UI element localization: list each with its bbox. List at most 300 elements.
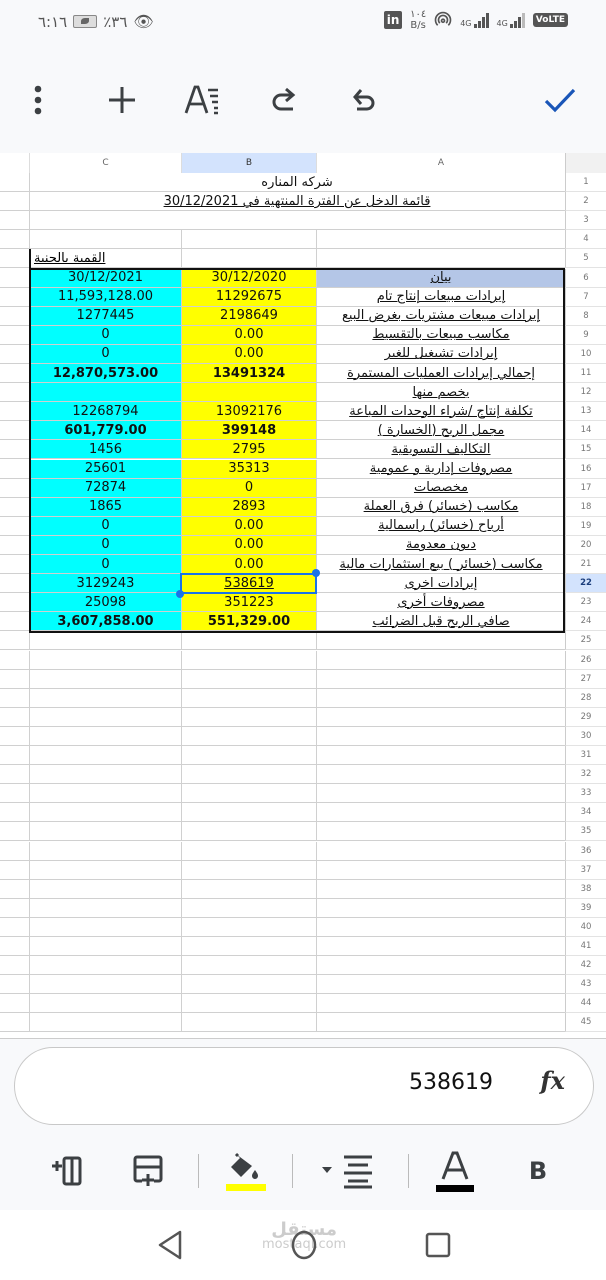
cell[interactable] <box>29 230 181 249</box>
divider <box>198 1154 199 1188</box>
cell[interactable] <box>0 956 29 975</box>
cell[interactable] <box>0 765 29 784</box>
cell-value-2021[interactable]: 3,607,858.00 <box>29 612 181 631</box>
row-header-active[interactable]: 22 <box>565 574 606 593</box>
row-header[interactable]: 5 <box>565 249 606 268</box>
fx-icon[interactable]: fx <box>540 1066 565 1095</box>
cell[interactable] <box>0 631 29 650</box>
cell-value-2020[interactable]: 0.00 <box>181 517 316 536</box>
cell[interactable] <box>181 1013 316 1032</box>
cell[interactable] <box>29 899 181 918</box>
cell-label[interactable]: إجمالي إيرادات العمليات المستمرة <box>316 364 565 383</box>
row-header[interactable]: 2 <box>565 192 606 211</box>
linkedin-icon: in <box>384 11 402 29</box>
row-header[interactable]: 28 <box>565 689 606 708</box>
cell[interactable] <box>316 937 565 956</box>
row-30 <box>0 727 606 746</box>
cell[interactable] <box>181 631 316 650</box>
row-header[interactable]: 7 <box>565 288 606 307</box>
cell[interactable] <box>316 689 565 708</box>
cell-label[interactable]: صافي الربح قبل الضرائب <box>316 612 565 631</box>
cell-label[interactable]: مكاسب (خسائر ) بيع استثمارات مالية <box>316 555 565 574</box>
row-header[interactable]: 38 <box>565 880 606 899</box>
cell[interactable] <box>316 899 565 918</box>
back-triangle-icon <box>157 1230 183 1260</box>
row-header[interactable]: 16 <box>565 460 606 479</box>
cell[interactable] <box>181 842 316 861</box>
cell-value-2020[interactable]: 351223 <box>181 593 316 612</box>
checkmark-icon <box>544 87 576 113</box>
cell[interactable] <box>181 975 316 994</box>
cell[interactable] <box>181 670 316 689</box>
cell[interactable] <box>181 689 316 708</box>
cell[interactable] <box>0 269 29 288</box>
cell-value-2020[interactable]: 13092176 <box>181 402 316 421</box>
align-button[interactable] <box>318 1140 378 1202</box>
cell[interactable] <box>316 631 565 650</box>
text-format-button[interactable] <box>180 72 224 128</box>
more-options-button[interactable] <box>18 72 58 128</box>
watermark-arabic: مستقل <box>271 1219 338 1240</box>
selection-handle-top-right[interactable] <box>312 569 320 577</box>
cell[interactable] <box>0 440 29 459</box>
cell[interactable] <box>316 842 565 861</box>
cell-label[interactable]: إيرادات مبيعات إنتاج تام <box>316 288 565 307</box>
cell[interactable] <box>29 670 181 689</box>
row-header[interactable]: 3 <box>565 211 606 230</box>
row-header[interactable]: 6 <box>565 269 606 288</box>
cell[interactable] <box>316 746 565 765</box>
cell[interactable] <box>0 479 29 498</box>
cell[interactable] <box>0 822 29 841</box>
cell[interactable] <box>0 937 29 956</box>
cell-value-2020[interactable]: 35313 <box>181 460 316 479</box>
row-19 <box>0 517 606 536</box>
cell[interactable] <box>181 651 316 670</box>
recents-square-icon <box>424 1231 452 1259</box>
row-header[interactable]: 29 <box>565 708 606 727</box>
cell-label[interactable]: التكاليف التسويقية <box>316 440 565 459</box>
row-header[interactable]: 12 <box>565 383 606 402</box>
cell[interactable] <box>0 899 29 918</box>
column-header-c[interactable]: C <box>29 153 181 173</box>
cell-value-2020[interactable]: 0.00 <box>181 326 316 345</box>
row-header[interactable]: 31 <box>565 746 606 765</box>
cell[interactable] <box>181 937 316 956</box>
cell[interactable] <box>29 861 181 880</box>
selection-handle-bottom-left[interactable] <box>176 590 184 598</box>
row-header[interactable]: 40 <box>565 918 606 937</box>
cell[interactable] <box>181 956 316 975</box>
row-26 <box>0 651 606 670</box>
row-header[interactable]: 17 <box>565 479 606 498</box>
cell[interactable] <box>0 746 29 765</box>
cell[interactable] <box>181 708 316 727</box>
divider <box>292 1154 293 1188</box>
row-7 <box>0 288 606 307</box>
row-header[interactable]: 30 <box>565 727 606 746</box>
paint-bucket-icon <box>224 1150 266 1192</box>
row-header[interactable]: 39 <box>565 899 606 918</box>
cell-value-2021[interactable]: 0 <box>29 536 181 555</box>
cell[interactable] <box>0 1013 29 1032</box>
cell[interactable] <box>181 880 316 899</box>
row-header[interactable]: 10 <box>565 345 606 364</box>
cell[interactable] <box>316 230 565 249</box>
cell-value-2021[interactable]: 0 <box>29 555 181 574</box>
insert-column-button[interactable] <box>44 1140 88 1202</box>
row-27 <box>0 670 606 689</box>
cell[interactable] <box>181 994 316 1013</box>
cell[interactable] <box>0 307 29 326</box>
cell[interactable] <box>0 249 29 268</box>
cell-value-2021[interactable]: 1456 <box>29 440 181 459</box>
top-toolbar <box>0 72 606 128</box>
row-33 <box>0 784 606 803</box>
row-5 <box>0 249 606 268</box>
cell[interactable] <box>0 708 29 727</box>
cell[interactable] <box>0 364 29 383</box>
cell[interactable] <box>0 651 29 670</box>
cell[interactable] <box>0 536 29 555</box>
cell[interactable] <box>0 173 29 192</box>
cell-value-2020[interactable]: 0.00 <box>181 345 316 364</box>
cell[interactable] <box>0 612 29 631</box>
cell[interactable] <box>29 842 181 861</box>
cell-value-2021[interactable]: 0 <box>29 326 181 345</box>
row-header[interactable]: 15 <box>565 440 606 459</box>
cell[interactable] <box>0 421 29 440</box>
row-header[interactable]: 41 <box>565 937 606 956</box>
row-header[interactable]: 34 <box>565 803 606 822</box>
row-header[interactable]: 25 <box>565 631 606 650</box>
plus-icon <box>108 86 136 114</box>
column-header-a[interactable]: A <box>316 153 565 173</box>
cell-label[interactable]: مصروفات أخرى <box>316 593 565 612</box>
cell[interactable] <box>29 975 181 994</box>
cell[interactable] <box>29 994 181 1013</box>
text-color-button[interactable] <box>432 1140 478 1202</box>
cell-label[interactable]: إيرادات مبيعات مشتريات بغرض البيع <box>316 307 565 326</box>
cell-value-2020[interactable]: 0 <box>181 479 316 498</box>
cell-value-2020[interactable]: 13491324 <box>181 364 316 383</box>
cell[interactable] <box>0 383 29 402</box>
row-3 <box>0 211 606 230</box>
row-header[interactable]: 19 <box>565 517 606 536</box>
cell-label[interactable]: إيرادات اخرى <box>316 574 565 593</box>
cell[interactable] <box>316 1013 565 1032</box>
formula-input[interactable] <box>14 1047 594 1125</box>
company-title: شركه المناره <box>261 175 333 191</box>
cell[interactable] <box>0 402 29 421</box>
cell[interactable] <box>181 765 316 784</box>
network-type-1: 4G <box>460 19 472 28</box>
insert-row-button[interactable] <box>126 1140 170 1202</box>
cell[interactable] <box>316 994 565 1013</box>
cell[interactable] <box>0 994 29 1013</box>
cell-value-2021[interactable]: 601,779.00 <box>29 421 181 440</box>
status-bar <box>0 0 606 45</box>
cell[interactable] <box>0 517 29 536</box>
cell[interactable] <box>0 192 29 211</box>
row-header[interactable]: 26 <box>565 651 606 670</box>
cell-value-2020[interactable]: 2795 <box>181 440 316 459</box>
cell-value-2020[interactable]: 551,329.00 <box>181 612 316 631</box>
cell-value-2020[interactable]: 2198649 <box>181 307 316 326</box>
cell[interactable] <box>0 211 29 230</box>
cell-label[interactable]: مصروفات إدارية و عمومية <box>316 460 565 479</box>
cell-label[interactable]: مكاسب مبيعات بالتقسيط <box>316 326 565 345</box>
cell[interactable] <box>316 708 565 727</box>
status-right <box>384 9 568 31</box>
row-header[interactable]: 42 <box>565 956 606 975</box>
row-header[interactable]: 9 <box>565 326 606 345</box>
bold-button[interactable]: B <box>528 1157 548 1185</box>
cell[interactable] <box>316 822 565 841</box>
cell-value-2020[interactable]: 399148 <box>181 421 316 440</box>
row-16 <box>0 460 606 479</box>
cell[interactable] <box>29 1013 181 1032</box>
cell[interactable] <box>0 574 29 593</box>
cell[interactable] <box>0 498 29 517</box>
more-vert-icon <box>33 84 43 116</box>
cell[interactable] <box>29 937 181 956</box>
cell[interactable] <box>0 670 29 689</box>
cell-value-2021[interactable]: 1865 <box>29 498 181 517</box>
cell[interactable] <box>181 249 316 268</box>
row-header[interactable]: 1 <box>565 173 606 192</box>
insert-row-icon <box>132 1154 164 1188</box>
network-type-2: 4G <box>496 19 508 28</box>
selected-cell-b22[interactable]: 538619 <box>181 574 316 593</box>
row-header[interactable]: 11 <box>565 364 606 383</box>
formula-area <box>0 1038 606 1138</box>
cell[interactable] <box>0 727 29 746</box>
cell-value-2021[interactable] <box>29 383 181 402</box>
undo-icon <box>350 86 378 114</box>
row-header[interactable]: 8 <box>565 307 606 326</box>
cell[interactable] <box>316 651 565 670</box>
cell[interactable] <box>316 727 565 746</box>
cell[interactable] <box>316 861 565 880</box>
row-header[interactable]: 20 <box>565 536 606 555</box>
watermark-latin: mostaql.com <box>262 1237 347 1252</box>
cell[interactable] <box>181 899 316 918</box>
cell-date-2021[interactable]: 30/12/2021 <box>29 269 181 288</box>
cell-value-2021[interactable]: 72874 <box>29 479 181 498</box>
cell[interactable] <box>181 822 316 841</box>
cell[interactable] <box>29 211 565 230</box>
row-10 <box>0 345 606 364</box>
row-29 <box>0 708 606 727</box>
cell-value-2020[interactable]: 0.00 <box>181 536 316 555</box>
cell-value-2020[interactable] <box>181 383 316 402</box>
cell-value-2020[interactable]: 11292675 <box>181 288 316 307</box>
statement-subtitle: قائمة الدخل عن الفترة المنتهية في 30/12/2021 <box>163 194 431 210</box>
spreadsheet-grid[interactable] <box>0 153 606 1038</box>
cell[interactable] <box>29 727 181 746</box>
row-45 <box>0 1013 606 1032</box>
row-1 <box>0 173 606 192</box>
row-4 <box>0 230 606 249</box>
cell-value-2021[interactable]: 0 <box>29 517 181 536</box>
cell[interactable] <box>29 631 181 650</box>
cell[interactable] <box>29 918 181 937</box>
row-header[interactable]: 45 <box>565 1013 606 1032</box>
home-button[interactable] <box>282 1222 326 1268</box>
battery-percent: ٪٣٦ <box>103 12 128 31</box>
recents-button[interactable] <box>418 1222 458 1268</box>
cell-label[interactable]: إيرادات تشيغيل للغير <box>316 345 565 364</box>
cell[interactable] <box>181 918 316 937</box>
cell-value-2021[interactable]: 12,870,573.00 <box>29 364 181 383</box>
cell[interactable] <box>0 345 29 364</box>
cell[interactable] <box>316 956 565 975</box>
cell[interactable] <box>0 460 29 479</box>
confirm-button[interactable] <box>538 72 582 128</box>
cell-label[interactable]: تكلفة إنتاج /شراء الوحدات المباعة <box>316 402 565 421</box>
fill-color-button[interactable] <box>222 1140 268 1202</box>
hotspot-icon <box>434 11 452 29</box>
undo-button[interactable] <box>342 72 386 128</box>
cell[interactable] <box>29 822 181 841</box>
row-15 <box>0 440 606 459</box>
row-header[interactable]: 13 <box>565 402 606 421</box>
cell-value-2021[interactable]: 25601 <box>29 460 181 479</box>
cell-label[interactable]: مجمل الربح (الخسارة ) <box>316 421 565 440</box>
net-speed-unit: B/s <box>410 20 426 31</box>
cell[interactable] <box>181 803 316 822</box>
row-header[interactable]: 27 <box>565 670 606 689</box>
cell[interactable] <box>0 861 29 880</box>
cell[interactable] <box>0 975 29 994</box>
row-header[interactable]: 4 <box>565 230 606 249</box>
cell[interactable] <box>0 918 29 937</box>
cell[interactable] <box>0 842 29 861</box>
cell[interactable] <box>0 880 29 899</box>
cell[interactable] <box>29 784 181 803</box>
cell[interactable] <box>29 765 181 784</box>
row-header[interactable]: 37 <box>565 861 606 880</box>
cell[interactable] <box>29 956 181 975</box>
cell[interactable] <box>181 746 316 765</box>
row-header[interactable]: 14 <box>565 421 606 440</box>
row-header[interactable]: 35 <box>565 822 606 841</box>
cell-value-2021[interactable]: 1277445 <box>29 307 181 326</box>
cell[interactable] <box>0 326 29 345</box>
cell-value-2021[interactable]: 0 <box>29 345 181 364</box>
insert-column-icon <box>49 1155 83 1187</box>
cell[interactable] <box>29 746 181 765</box>
cell[interactable] <box>0 555 29 574</box>
row-6 <box>0 269 606 288</box>
cell[interactable] <box>181 784 316 803</box>
row-header[interactable]: 21 <box>565 555 606 574</box>
cell[interactable] <box>29 651 181 670</box>
column-header-b[interactable]: B <box>181 153 316 173</box>
cell[interactable] <box>0 803 29 822</box>
cell[interactable] <box>316 765 565 784</box>
row-35 <box>0 822 606 841</box>
cell[interactable] <box>181 230 316 249</box>
row-13 <box>0 402 606 421</box>
redo-button[interactable] <box>262 72 306 128</box>
cell[interactable] <box>29 708 181 727</box>
cell-value-2020[interactable]: 0.00 <box>181 555 316 574</box>
row-14 <box>0 421 606 440</box>
cell[interactable] <box>29 689 181 708</box>
row-header[interactable]: 23 <box>565 593 606 612</box>
cell[interactable] <box>316 670 565 689</box>
select-all-corner[interactable] <box>565 153 606 173</box>
cell[interactable] <box>0 230 29 249</box>
cell[interactable] <box>316 784 565 803</box>
navigation-bar <box>0 1210 606 1280</box>
cell-label[interactable]: أرباح (خسائر) راسمالية <box>316 517 565 536</box>
cell[interactable] <box>0 288 29 307</box>
row-36 <box>0 842 606 861</box>
cell[interactable] <box>316 918 565 937</box>
net-speed-value: ١٠٤ <box>410 9 427 20</box>
row-header[interactable]: 33 <box>565 784 606 803</box>
row-9 <box>0 326 606 345</box>
row-header[interactable]: 24 <box>565 612 606 631</box>
cell[interactable] <box>29 803 181 822</box>
cell[interactable] <box>316 803 565 822</box>
insert-button[interactable] <box>100 72 144 128</box>
row-header[interactable]: 32 <box>565 765 606 784</box>
cell[interactable] <box>0 784 29 803</box>
row-43 <box>0 975 606 994</box>
cell-label[interactable]: ديون معدومة <box>316 536 565 555</box>
cell[interactable] <box>0 593 29 612</box>
bottom-toolbar <box>0 1140 606 1202</box>
cell-label[interactable]: مكاسب (خسائر) فرق العملة <box>316 498 565 517</box>
column-header-partial[interactable] <box>0 153 29 173</box>
cell-value-2021[interactable]: 25098 <box>29 593 181 612</box>
row-32 <box>0 765 606 784</box>
cell-date-2020[interactable]: 30/12/2020 <box>181 269 316 288</box>
back-button[interactable] <box>150 1222 190 1268</box>
row-header[interactable]: 44 <box>565 994 606 1013</box>
row-23 <box>0 593 606 612</box>
cell-statement-header[interactable]: بيان <box>316 269 565 288</box>
row-22 <box>0 574 606 593</box>
cell-label[interactable]: مخصصات <box>316 479 565 498</box>
row-header[interactable]: 43 <box>565 975 606 994</box>
redo-icon <box>270 86 298 114</box>
cell[interactable] <box>316 880 565 899</box>
row-2 <box>0 192 606 211</box>
row-37 <box>0 861 606 880</box>
column-headers <box>0 153 606 173</box>
cell[interactable] <box>316 249 565 268</box>
cell-value-2021[interactable]: 11,593,128.00 <box>29 288 181 307</box>
cell-value-2021[interactable]: 12268794 <box>29 402 181 421</box>
cell-value-2021[interactable]: 3129243 <box>29 574 181 593</box>
cell-label[interactable]: يخصم منها <box>316 383 565 402</box>
cell[interactable] <box>181 727 316 746</box>
text-format-icon <box>184 85 220 115</box>
cell[interactable] <box>29 880 181 899</box>
row-header[interactable]: 36 <box>565 842 606 861</box>
cell-value-2020[interactable]: 2893 <box>181 498 316 517</box>
cell[interactable] <box>316 975 565 994</box>
row-header[interactable]: 18 <box>565 498 606 517</box>
cell[interactable] <box>0 689 29 708</box>
row-11 <box>0 364 606 383</box>
cell[interactable] <box>181 861 316 880</box>
